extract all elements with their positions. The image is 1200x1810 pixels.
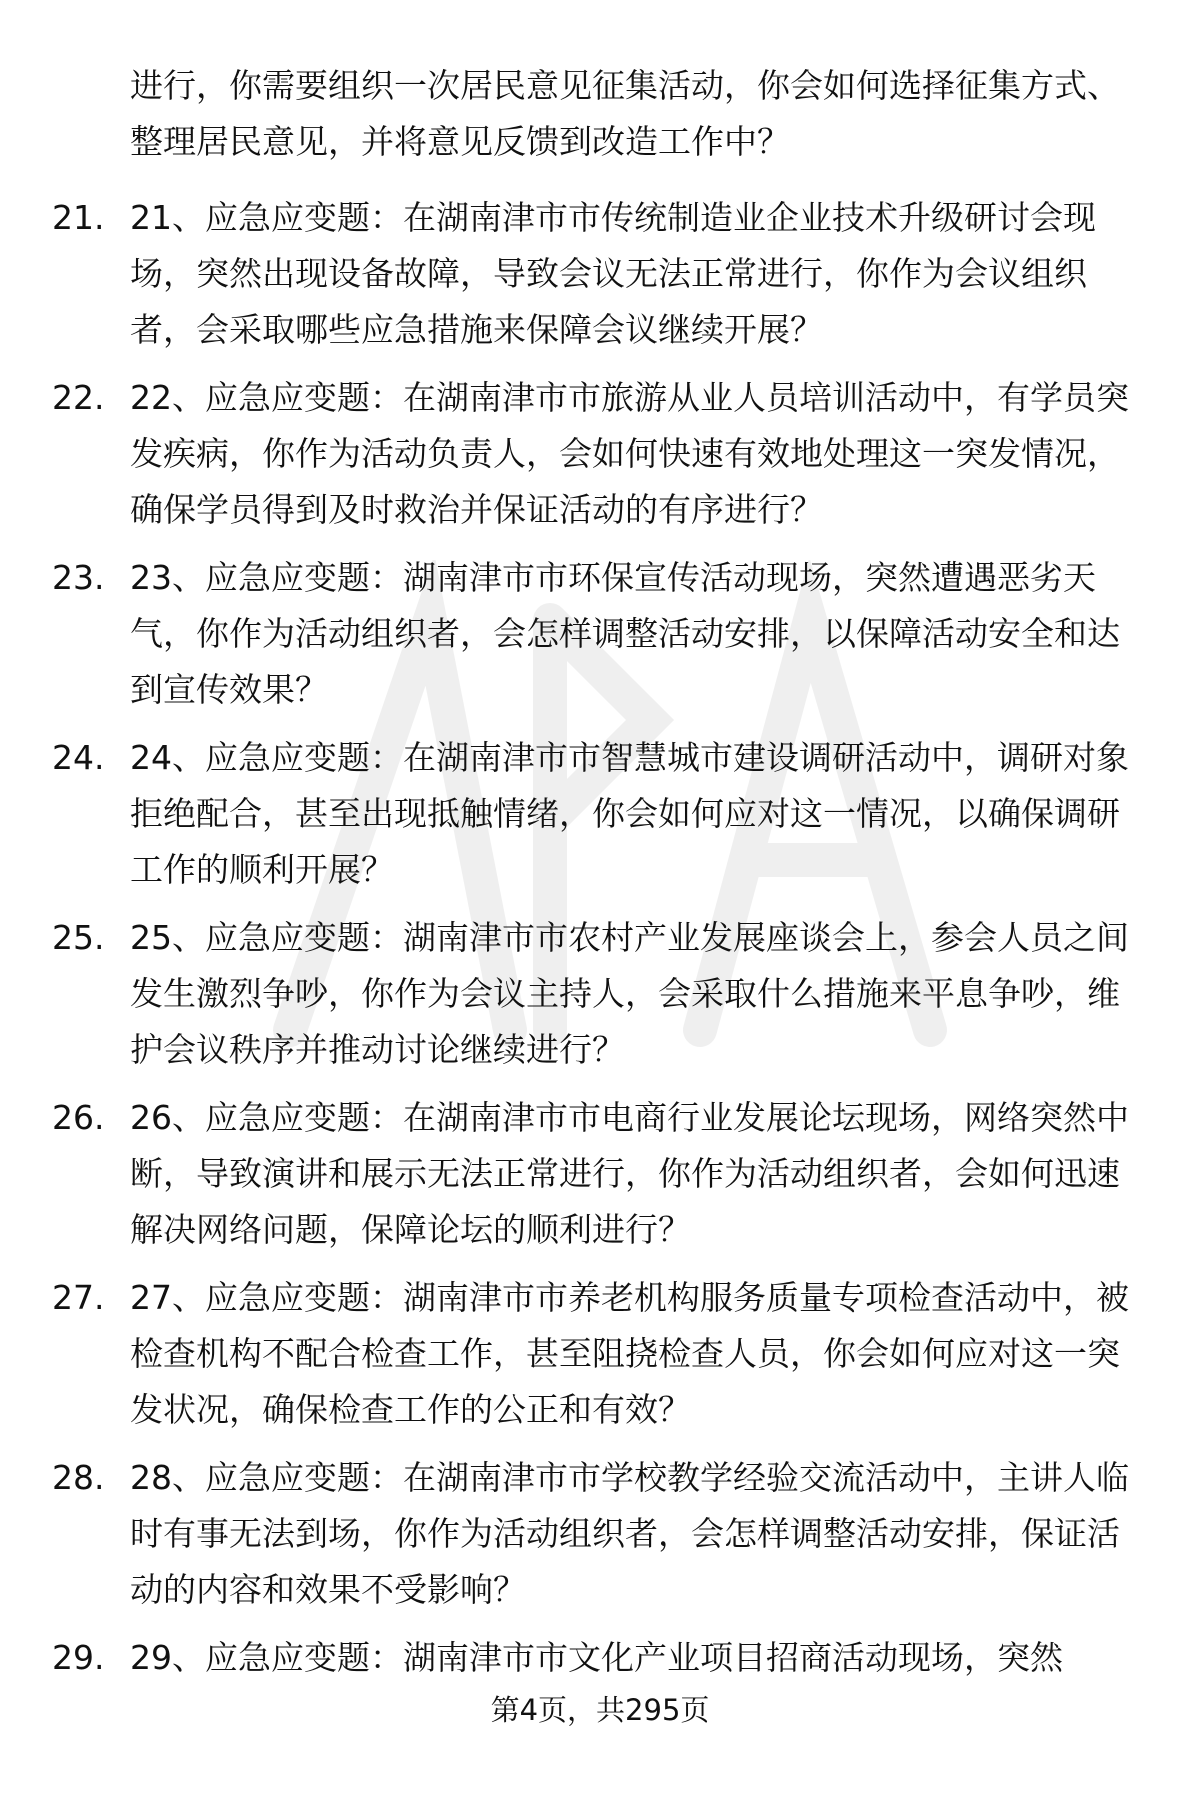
question-number: 29. bbox=[52, 1638, 105, 1677]
question-text: 25、应急应变题：湖南津市市农村产业发展座谈会上，参会人员之间发生激烈争吵，你作为会议主持人，会采取什么措施来平息争吵，维护会议秩序并推动讨论继续进行？ bbox=[130, 918, 1129, 1069]
question-text: 22、应急应变题：在湖南津市市旅游从业人员培训活动中，有学员突发疾病，你作为活动负责人，会如何快速有效地处理这一突发情况，确保学员得到及时救治并保证活动的有序进行？ bbox=[130, 378, 1129, 529]
list-item bbox=[0, 190, 1200, 370]
question-number: 28. bbox=[52, 1458, 105, 1497]
question-text: 21、应急应变题：在湖南津市市传统制造业企业技术升级研讨会现场，突然出现设备故障，导致会议无法正常进行，你作为会议组织者，会采取哪些应急措施来保障会议继续开展？ bbox=[130, 198, 1096, 349]
list-item bbox=[0, 1270, 1200, 1450]
question-number: 21. bbox=[52, 198, 105, 237]
list-item bbox=[0, 730, 1200, 910]
question-number: 23. bbox=[52, 558, 105, 597]
question-number: 25. bbox=[52, 918, 105, 957]
question-text: 23、应急应变题：湖南津市市环保宣传活动现场，突然遭遇恶劣天气，你作为活动组织者，会怎样调整活动安排，以保障活动安全和达到宣传效果？ bbox=[130, 558, 1120, 709]
question-text: 26、应急应变题：在湖南津市市电商行业发展论坛现场，网络突然中断，导致演讲和展示无法正常进行，你作为活动组织者，会如何迅速解决网络问题，保障论坛的顺利进行？ bbox=[130, 1098, 1129, 1249]
question-list bbox=[0, 190, 1200, 1810]
question-text: 28、应急应变题：在湖南津市市学校教学经验交流活动中，主讲人临时有事无法到场，你作为活动组织者，会怎样调整活动安排，保证活动的内容和效果不受影响？ bbox=[130, 1458, 1129, 1609]
question-text: 29、应急应变题：湖南津市市文化产业项目招商活动现场，突然 bbox=[130, 1638, 1063, 1677]
question-number: 27. bbox=[52, 1278, 105, 1317]
list-item bbox=[0, 550, 1200, 730]
page-footer: 第4页，共295页 bbox=[490, 1693, 710, 1727]
list-item bbox=[0, 370, 1200, 550]
list-item bbox=[0, 1450, 1200, 1630]
question-number: 24. bbox=[52, 738, 105, 777]
question-text: 27、应急应变题：湖南津市市养老机构服务质量专项检查活动中，被检查机构不配合检查工作，甚至阻挠检查人员，你会如何应对这一突发状况，确保检查工作的公正和有效？ bbox=[130, 1278, 1129, 1429]
list-item bbox=[0, 1090, 1200, 1270]
question-number: 26. bbox=[52, 1098, 105, 1137]
question-text: 24、应急应变题：在湖南津市市智慧城市建设调研活动中，调研对象拒绝配合，甚至出现抵触情绪，你会如何应对这一情况，以确保调研工作的顺利开展？ bbox=[130, 738, 1129, 889]
question-number: 22. bbox=[52, 378, 105, 417]
list-item bbox=[0, 910, 1200, 1090]
continued-question-text: 进行，你需要组织一次居民意见征集活动，你会如何选择征集方式、整理居民意见，并将意见反馈到改造工作中？ bbox=[130, 66, 1120, 161]
